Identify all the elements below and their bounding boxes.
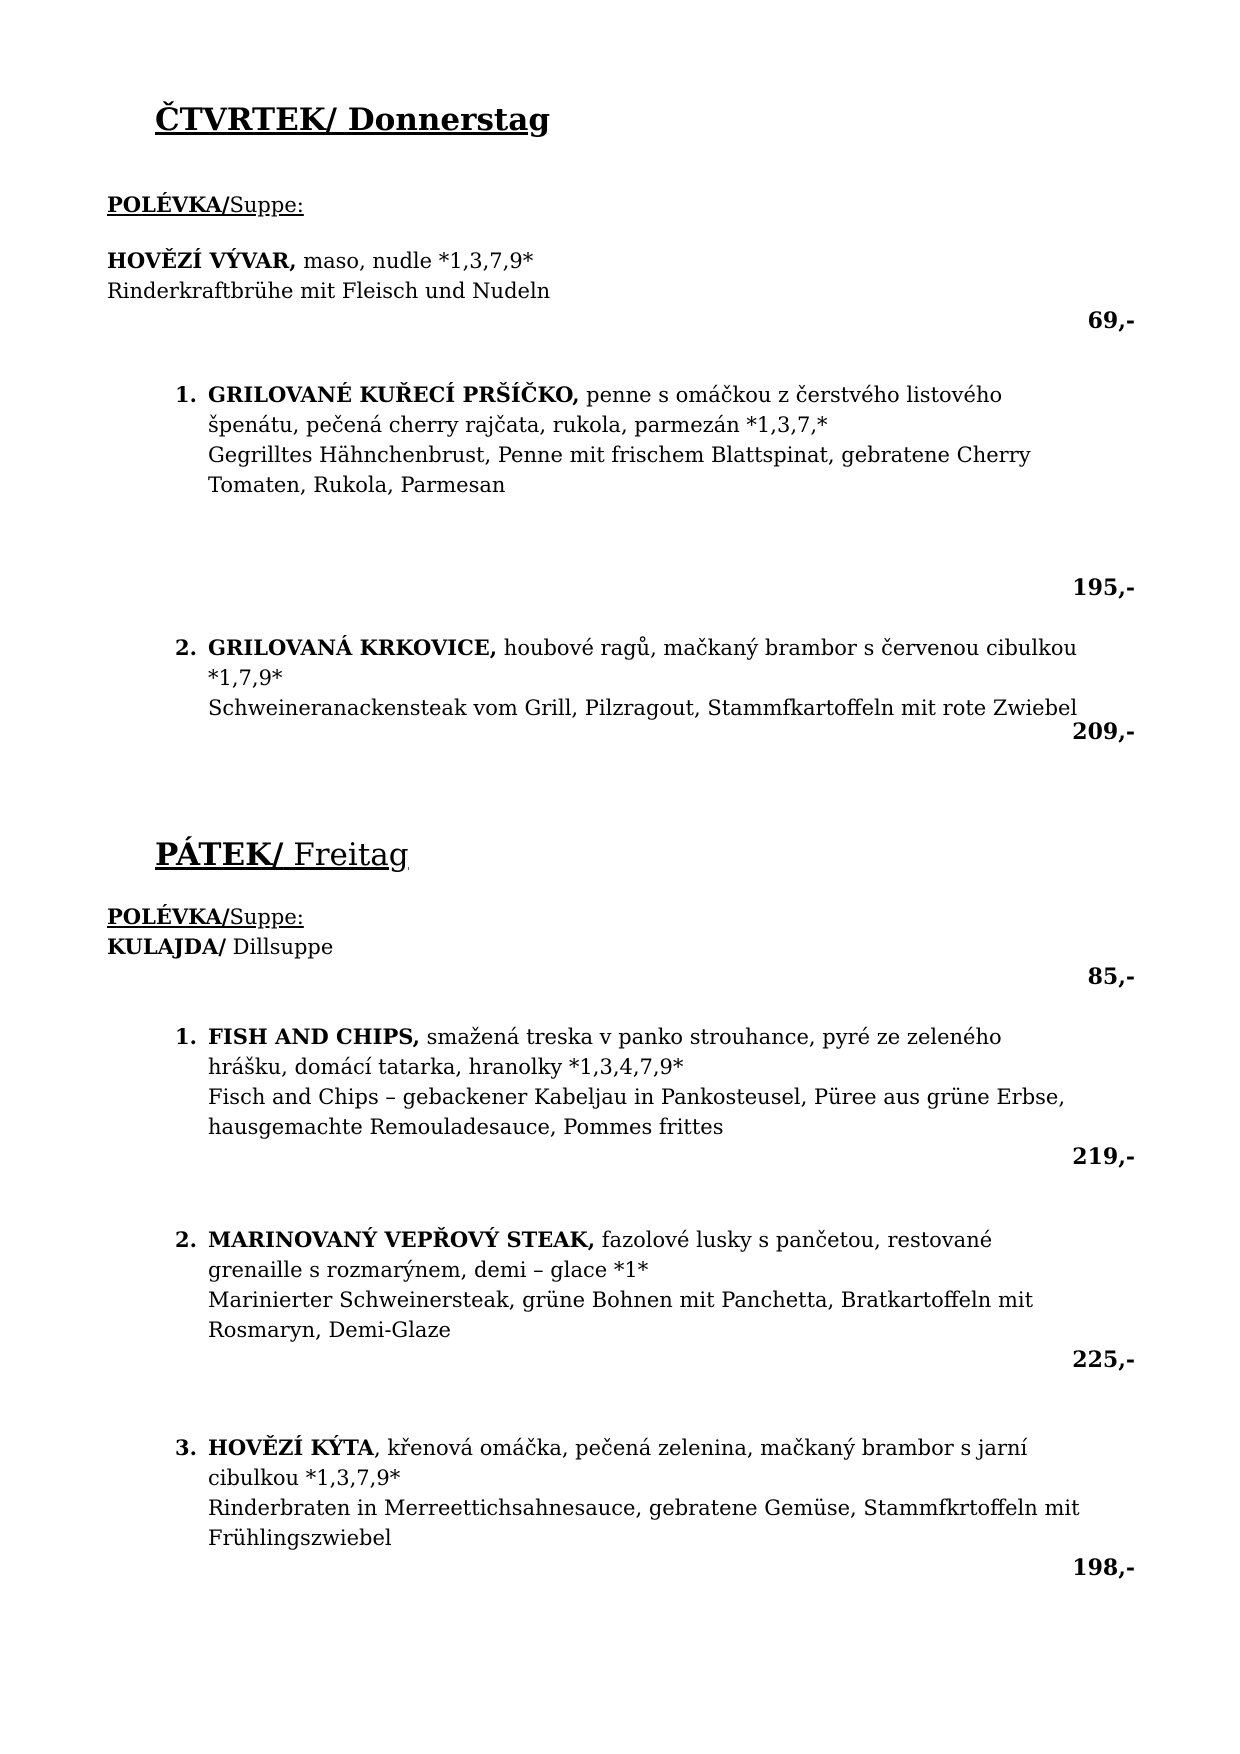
item-name: GRILOVANÉ KUŘECÍ PRŠÍČKO,: [208, 382, 580, 407]
soup-header-de: Suppe:: [229, 193, 304, 217]
item-description-cs: , křenová omáčka, pečená zelenina, mačkaný brambor s jarní cibulkou *1,3,7,9*: [208, 1436, 1028, 1490]
item-price: 209,-: [1072, 719, 1135, 745]
item-text: [208, 380, 1088, 500]
soup-line: [107, 932, 1135, 962]
soup-description-de: Rinderkraftbrühe mit Fleisch und Nudeln: [107, 279, 551, 303]
soup-header-de: Suppe:: [229, 905, 304, 929]
item-text: [208, 1433, 1088, 1553]
item-price: 198,-: [1072, 1555, 1135, 1581]
item-price: 195,-: [1072, 575, 1135, 601]
item-name: MARINOVANÝ VEPŘOVÝ STEAK,: [208, 1227, 596, 1252]
item-description-cs: houbové ragů, mačkaný brambor s červenou cibulkou *1,7,9*: [208, 636, 1078, 690]
item-description-de: Schweineranackensteak vom Grill, Pilzragout, Stammfkartoffeln mit rote Zwiebel: [208, 696, 1078, 720]
day-title-friday: [155, 835, 1135, 875]
item-description-de: Rinderbraten in Merreettichsahnesauce, gebratene Gemüse, Stammfkrtoffeln mit Frühlingszwiebel: [208, 1496, 1080, 1550]
item-description-de: Fisch and Chips – gebackener Kabeljau in Pankosteusel, Püree aus grüne Erbse, hausgemachte Remouladesauce, Pommes frittes: [208, 1085, 1066, 1139]
menu-item: [175, 1225, 1135, 1345]
item-number: 1.: [175, 1024, 197, 1049]
soup-header-cs: POLÉVKA/: [107, 904, 230, 929]
menu-item: [175, 1433, 1135, 1553]
day-title-text-de: Freitag: [283, 837, 409, 873]
soup-description-cs: Dillsuppe: [226, 935, 334, 959]
item-price: 225,-: [1072, 1347, 1135, 1373]
soup-name: HOVĚZÍ VÝVAR,: [107, 248, 297, 273]
menu-item: [175, 633, 1135, 723]
soup-description-cs: maso, nudle *1,3,7,9*: [296, 249, 534, 273]
day-title-text: PÁTEK/: [155, 837, 284, 873]
soup-line: [107, 246, 1135, 276]
item-description-cs: penne s omáčkou z čerstvého listového špenátu, pečená cherry rajčata, rukola, parmezán *1,3,7,*: [208, 383, 1003, 437]
soup-header-cs: POLÉVKA/: [107, 192, 230, 217]
item-description-de: Gegrilltes Hähnchenbrust, Penne mit frischem Blattspinat, gebratene Cherry Tomaten, Rukola, Parmesan: [208, 443, 1031, 497]
menu-item: [175, 1022, 1135, 1142]
item-price: 219,-: [1072, 1144, 1135, 1170]
item-name: HOVĚZÍ KÝTA: [208, 1435, 374, 1460]
menu-item: [175, 380, 1135, 500]
item-name: FISH AND CHIPS,: [208, 1024, 420, 1049]
day-section-thursday: [107, 100, 1135, 747]
item-description-de: Marinierter Schweinersteak, grüne Bohnen mit Panchetta, Bratkartoffeln mit Rosmaryn, Demi-Glaze: [208, 1288, 1034, 1342]
item-text: [208, 1225, 1088, 1345]
item-name: GRILOVANÁ KRKOVICE,: [208, 635, 498, 660]
item-number: 2.: [175, 1227, 197, 1252]
day-title-thursday: [155, 100, 1135, 140]
soup-header: [107, 190, 1135, 220]
day-title-text: ČTVRTEK/ Donnerstag: [155, 102, 550, 138]
day-section-friday: [107, 835, 1135, 1583]
soup-name: KULAJDA/: [107, 934, 226, 959]
item-text: [208, 633, 1088, 723]
soup-price: 69,-: [1087, 308, 1135, 334]
item-text: [208, 1022, 1088, 1142]
item-description-cs: smažená treska v panko strouhance, pyré ze zeleného hrášku, domácí tatarka, hranolky *1,3,4,7,9*: [208, 1025, 1002, 1079]
item-number: 1.: [175, 382, 197, 407]
item-number: 2.: [175, 635, 197, 660]
item-number: 3.: [175, 1435, 197, 1460]
soup-price: 85,-: [1087, 964, 1135, 990]
item-description-cs: fazolové lusky s pančetou, restované grenaille s rozmarýnem, demi – glace *1*: [208, 1228, 993, 1282]
soup-header: [107, 902, 1135, 932]
